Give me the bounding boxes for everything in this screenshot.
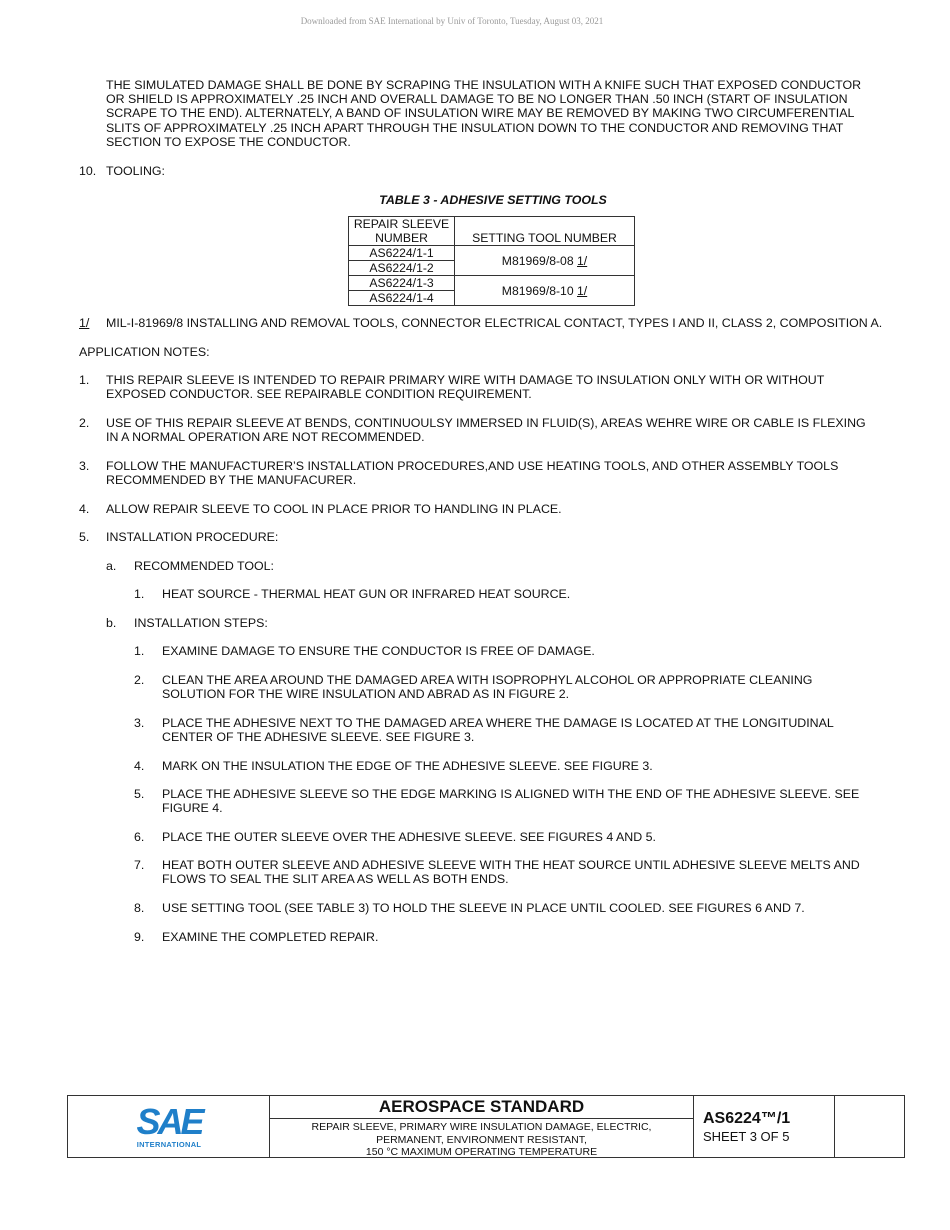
- step-item: [162, 644, 595, 658]
- step-line: EXAMINE DAMAGE TO ENSURE THE CONDUCTOR IS FREE OF DAMAGE.: [162, 644, 595, 658]
- sleeve-cell: AS6224/1-3: [349, 276, 455, 291]
- footnote-text: MIL-I-81969/8 INSTALLING AND REMOVAL TOOLS, CONNECTOR ELECTRICAL CONTACT, TYPES I AND II, CLASS 2, COMPOSITION A.: [106, 316, 883, 330]
- step-line: HEAT BOTH OUTER SLEEVE AND ADHESIVE SLEEVE WITH THE HEAT SOURCE UNTIL ADHESIVE SLEEVE MELTS AND: [162, 858, 860, 872]
- intro-line: SLITS OF APPROXIMATELY .25 INCH APART THROUGH THE INSULATION DOWN TO THE CONDUCTOR AND REMOVING THAT: [106, 120, 844, 135]
- step-line: FIGURE 4.: [162, 801, 223, 816]
- note-line: RECOMMENDED BY THE MANUFACURER.: [106, 473, 357, 488]
- step-line: CENTER OF THE ADHESIVE SLEEVE. SEE FIGURE 3.: [162, 730, 475, 745]
- step-line: FLOWS TO SEAL THE SLIT AREA AS WELL AS BOTH ENDS.: [162, 872, 509, 887]
- step-line: HEAT SOURCE - THERMAL HEAT GUN OR INFRARED HEAT SOURCE.: [162, 587, 571, 601]
- step-line: USE SETTING TOOL (SEE TABLE 3) TO HOLD THE SLEEVE IN PLACE UNTIL COOLED. SEE FIGURES 6 AND 7.: [162, 901, 805, 915]
- step-number: 6.: [134, 830, 145, 844]
- step-number: 3.: [134, 716, 145, 730]
- note-number: 2.: [79, 416, 90, 430]
- sleeve-cell: AS6224/1-1: [349, 246, 455, 261]
- sleeve-cell: AS6224/1-4: [349, 291, 455, 306]
- note-item: [106, 416, 866, 444]
- title-block: [67, 1095, 905, 1158]
- step-number: 1.: [134, 644, 145, 658]
- note-line: INSTALLATION PROCEDURE:: [106, 530, 279, 544]
- title-cell: [270, 1096, 694, 1157]
- sae-logo-subtext: INTERNATIONAL: [136, 1140, 202, 1149]
- note-item: [106, 459, 838, 487]
- header-line: NUMBER: [375, 231, 428, 245]
- step-number: 9.: [134, 930, 145, 944]
- note-number: 4.: [79, 502, 90, 516]
- step-number: 2.: [134, 673, 145, 687]
- step-item: [162, 858, 860, 886]
- note-line: THIS REPAIR SLEEVE IS INTENDED TO REPAIR PRIMARY WIRE WITH DAMAGE TO INSULATION ONLY WITH OR WITHOUT: [106, 373, 825, 387]
- header-setting-tool-number: SETTING TOOL NUMBER: [455, 217, 635, 246]
- sub-heading: RECOMMENDED TOOL:: [134, 559, 274, 573]
- note-line: ALLOW REPAIR SLEEVE TO COOL IN PLACE PRIOR TO HANDLING IN PLACE.: [106, 502, 562, 516]
- step-item: [162, 787, 859, 815]
- tooling-number: 10.: [79, 164, 97, 178]
- step-item: [162, 830, 656, 844]
- note-item: [106, 530, 278, 544]
- step-item: [162, 673, 812, 701]
- tool-number: M81969/8-10: [501, 283, 574, 298]
- note-item: [106, 373, 824, 401]
- subtitle-line: 150 °C MAXIMUM OPERATING TEMPERATURE: [365, 1146, 598, 1158]
- document-number-cell: [694, 1096, 835, 1157]
- step-line: SOLUTION FOR THE WIRE INSULATION AND ABRAD AS IN FIGURE 2.: [162, 687, 570, 702]
- table-header-row: [349, 217, 635, 246]
- step-item: [162, 587, 570, 601]
- note-number: 3.: [79, 459, 90, 473]
- sub-heading: INSTALLATION STEPS:: [134, 616, 268, 630]
- table-title: TABLE 3 - ADHESIVE SETTING TOOLS: [379, 193, 607, 207]
- step-item: [162, 716, 834, 744]
- sub-letter: a.: [106, 559, 117, 573]
- step-line: PLACE THE ADHESIVE SLEEVE SO THE EDGE MARKING IS ALIGNED WITH THE END OF THE ADHESIVE SLEEVE. SEE: [162, 787, 860, 801]
- intro-line: SCRAPE TO THE END). ALTERNATELY, A BAND OF INSULATION WIRE MAY BE REMOVED BY MAKING TWO CIRCUMFERENTIAL: [106, 106, 855, 121]
- intro-line: OR SHIELD IS APPROXIMATELY .25 INCH AND OVERALL DAMAGE TO BE NO LONGER THAN .50 INCH (START OF INSULATION: [106, 92, 848, 107]
- step-number: 8.: [134, 901, 145, 915]
- intro-paragraph: [106, 78, 861, 149]
- document-subtitle: [270, 1119, 693, 1159]
- subtitle-line: REPAIR SLEEVE, PRIMARY WIRE INSULATION DAMAGE, ELECTRIC,: [311, 1121, 652, 1133]
- standard-title: AEROSPACE STANDARD: [270, 1096, 693, 1119]
- intro-line: THE SIMULATED DAMAGE SHALL BE DONE BY SCRAPING THE INSULATION WITH A KNIFE SUCH THAT EXPOSED CONDUCTOR: [106, 78, 862, 92]
- sae-logo: [68, 1096, 270, 1157]
- subtitle-line: PERMANENT, ENVIRONMENT RESISTANT,: [376, 1133, 587, 1146]
- footnote-ref: 1/: [577, 283, 588, 298]
- step-item: [162, 759, 653, 773]
- note-line: IN A NORMAL OPERATION ARE NOT RECOMMENDED.: [106, 430, 425, 445]
- note-number: 5.: [79, 530, 90, 544]
- note-line: FOLLOW THE MANUFACTURER’S INSTALLATION PROCEDURES,AND USE HEATING TOOLS, AND OTHER ASSEMBLY TOOLS: [106, 459, 839, 473]
- step-number: 7.: [134, 858, 145, 872]
- logo-cell: [68, 1096, 270, 1157]
- step-line: MARK ON THE INSULATION THE EDGE OF THE ADHESIVE SLEEVE. SEE FIGURE 3.: [162, 759, 653, 773]
- step-line: PLACE THE ADHESIVE NEXT TO THE DAMAGED AREA WHERE THE DAMAGE IS LOCATED AT THE LONGITUDINAL: [162, 716, 834, 730]
- table-row: [349, 276, 635, 291]
- step-number: 4.: [134, 759, 145, 773]
- step-line: EXAMINE THE COMPLETED REPAIR.: [162, 930, 379, 944]
- table-row: [349, 246, 635, 261]
- step-line: CLEAN THE AREA AROUND THE DAMAGED AREA WITH ISOPROPHYL ALCOHOL OR APPROPRIATE CLEANING: [162, 673, 813, 687]
- step-item: [162, 930, 378, 944]
- note-number: 1.: [79, 373, 90, 387]
- tool-cell: [455, 276, 635, 306]
- note-line: EXPOSED CONDUCTOR. SEE REPAIRABLE CONDITION REQUIREMENT.: [106, 387, 532, 402]
- footnote-marker: 1/: [79, 316, 90, 330]
- step-number: 1.: [134, 587, 145, 601]
- header-line: REPAIR SLEEVE: [353, 217, 450, 231]
- note-line: USE OF THIS REPAIR SLEEVE AT BENDS, CONTINUOULSY IMMERSED IN FLUID(S), AREAS WEHRE WIRE OR CABLE IS FLEXING: [106, 416, 866, 430]
- header-repair-sleeve-number: [349, 217, 455, 246]
- download-watermark: Downloaded from SAE International by Univ of Toronto, Tuesday, August 03, 2021: [300, 16, 604, 26]
- application-notes-heading: APPLICATION NOTES:: [79, 345, 210, 359]
- tool-number: M81969/8-08: [501, 253, 574, 268]
- note-item: [106, 502, 562, 516]
- footnote-ref: 1/: [577, 253, 588, 268]
- sub-letter: b.: [106, 616, 117, 630]
- document-number: AS6224™/1: [703, 1110, 791, 1127]
- tooling-heading: TOOLING:: [106, 164, 165, 178]
- adhesive-setting-tools-table: [348, 216, 635, 306]
- sae-logo-text: SAE: [136, 1101, 202, 1142]
- step-line: PLACE THE OUTER SLEEVE OVER THE ADHESIVE SLEEVE. SEE FIGURES 4 AND 5.: [162, 830, 656, 844]
- sleeve-cell: AS6224/1-2: [349, 261, 455, 276]
- step-number: 5.: [134, 787, 145, 801]
- intro-line: SECTION TO EXPOSE THE CONDUCTOR.: [106, 134, 351, 149]
- step-item: [162, 901, 805, 915]
- tool-cell: [455, 246, 635, 276]
- sheet-number: SHEET 3 OF 5: [703, 1129, 790, 1144]
